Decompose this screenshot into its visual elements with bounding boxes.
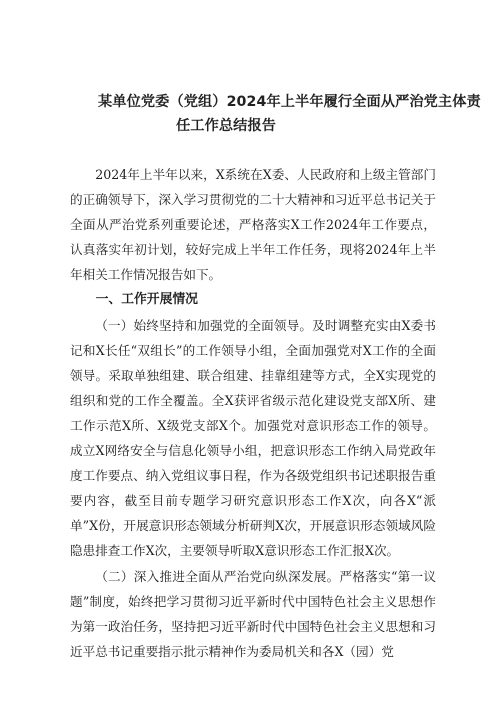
body-paragraph-2: （二）深入推进全面从严治党向纵深发展。严格落实“第一议题”制度，始终把学习贯彻习近平新时代中国特色社会主义思想作为第一政治任务，坚持把习近平新时代中国特色社会主义思想和习近平总书记重要指示批示精神作为委局机关和各X（园）党	[70, 568, 436, 659]
document-title-line-1: 某单位党委（党组）2024年上半年履行全面从严治党主体责	[98, 94, 481, 110]
document-body	[70, 162, 436, 664]
document-title-line-2: 任工作总结报告	[176, 118, 277, 134]
section-heading-1: 一、工作开展情况	[95, 292, 198, 308]
body-paragraph-1: （一）始终坚持和加强党的全面领导。及时调整充实由X委书记和X长任“双组长”的工作领导小组，全面加强党对X工作的全面领导。采取单独组建、联合组建、挂靠组建等方式，全X实现党的组织和党的工作全覆盖。全X获评省级示范化建设党支部X所、建工作示范X所、X级党支部X个。加强党对意识形态工作的领导。成立X网络安全与信息化领导小组，把意识形态工作纳入局党政年度工作要点、纳入党组议事日程，作为各级党组织书记述职报告重要内容，截至目前专题学习研究意识形态工作X次，向各X“派单”X份，开展意识形态领域分析研判X次，开展意识形态领域风险隐患排查工作X次，主要领导听取X意识形态工作汇报X次。	[70, 317, 436, 559]
document-title	[98, 90, 481, 138]
intro-paragraph: 2024年上半年以来，X系统在X委、人民政府和上级主管部门的正确领导下，深入学习贯彻党的二十大精神和习近平总书记关于全面从严治党系列重要论述，严格落实X工作2024年工作要点，认真落实年初计划，较好完成上半年工作任务，现将2024年上半年相关工作情况报告如下。	[70, 167, 436, 283]
